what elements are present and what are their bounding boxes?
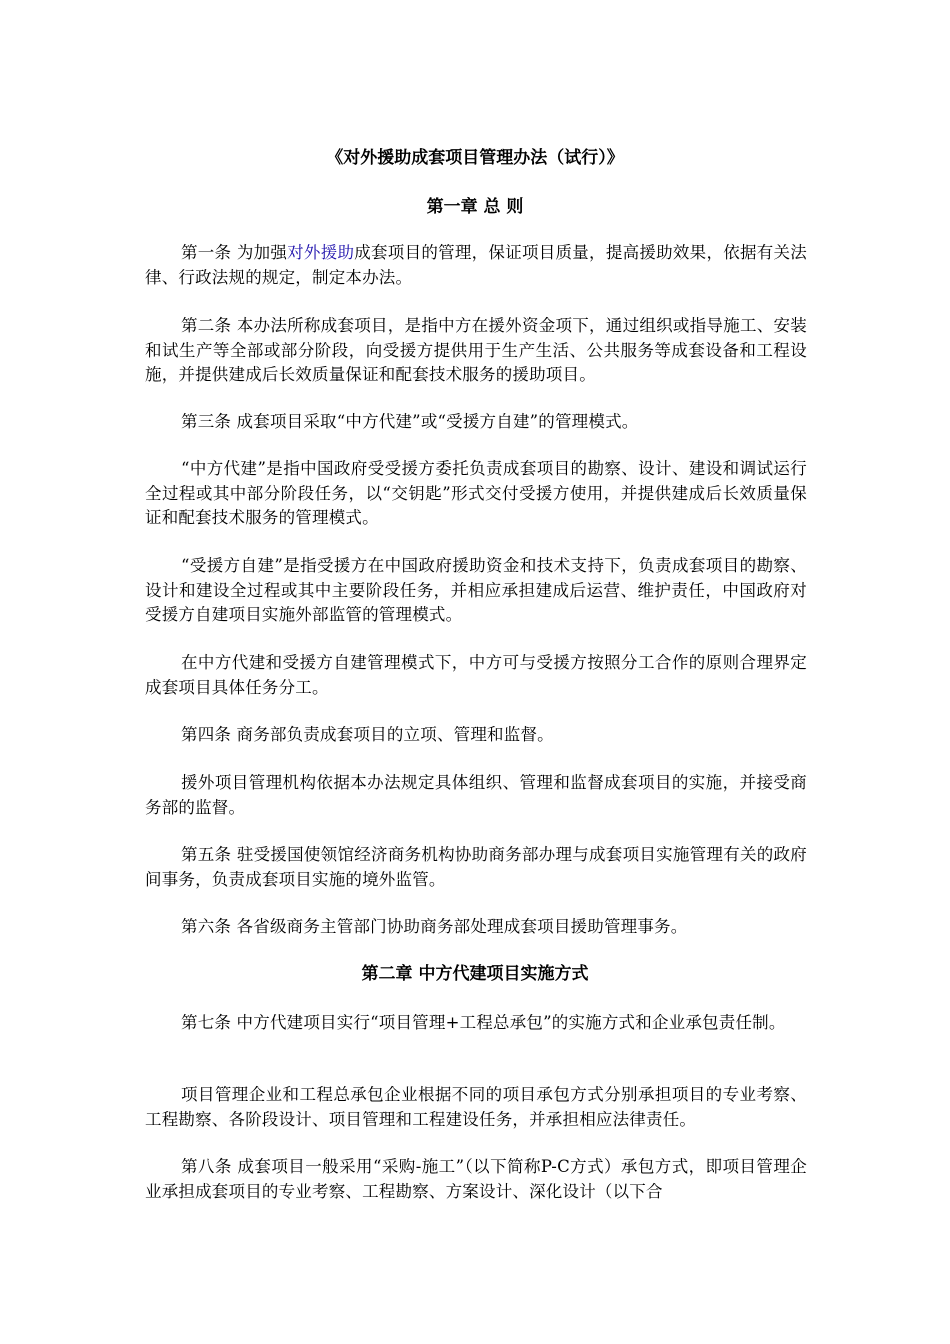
article-6: 第六条 各省级商务主管部门协助商务部处理成套项目援助管理事务。 [181,917,688,936]
foreign-aid-link[interactable]: 对外援助 [287,243,355,262]
article-5: 第五条 驻受援国使领馆经济商务机构协助商务部办理与成套项目实施管理有关的政府间事务，负责成套项目实施的境外监管。 [145,845,807,889]
chapter-heading-1: 第一章 总 则 [426,197,524,217]
article-1 [145,241,807,290]
article-7-para-2: 项目管理企业和工程总承包企业根据不同的项目承包方式分别承担项目的专业考察、工程勘察、各阶段设计、项目管理和工程建设任务，并承担相应法律责任。 [145,1085,807,1129]
article-3-para-4: 在中方代建和受援方自建管理模式下，中方可与受援方按照分工合作的原则合理界定成套项目具体任务分工。 [145,653,807,697]
article-2: 第二条 本办法所称成套项目，是指中方在援外资金项下，通过组织或指导施工、安装和试生产等全部或部分阶段，向受援方提供用于生产生活、公共服务等成套设备和工程设施，并提供建成后长效质量保证和配套技术服务的援助项目。 [145,316,807,384]
article-8: 第八条 成套项目一般采用“采购-施工”（以下简称P-C方式）承包方式，即项目管理企业承担成套项目的专业考察、工程勘察、方案设计、深化设计（以下合 [145,1157,807,1201]
article-1-lead: 第一条 为加强 [181,243,288,262]
article-3: 第三条 成套项目采取“中方代建”或“受援方自建”的管理模式。 [181,412,639,431]
article-3-para-3: “受援方自建”是指受援方在中国政府援助资金和技术支持下，负责成套项目的勘察、设计和建设全过程或其中主要阶段任务，并相应承担建成后运营、维护责任，中国政府对受援方自建项目实施外部监管的管理模式。 [145,556,807,624]
document-title: 《对外援助成套项目管理办法（试行）》 [326,148,624,168]
article-1-rest: 成套项目的管理，保证项目质量，提高援助效果，依据有关法律、行政法规的规定，制定本办法。 [145,243,807,287]
article-4: 第四条 商务部负责成套项目的立项、管理和监督。 [181,725,554,744]
chapter-heading-2: 第二章 中方代建项目实施方式 [361,964,589,984]
article-3-para-2: “中方代建”是指中国政府受受援方委托负责成套项目的勘察、设计、建设和调试运行全过程或其中部分阶段任务，以“交钥匙”形式交付受援方使用，并提供建成后长效质量保证和配套技术服务的管理模式。 [145,459,807,527]
article-4-para-2: 援外项目管理机构依据本办法规定具体组织、管理和监督成套项目的实施，并接受商务部的监督。 [145,773,807,817]
article-7: 第七条 中方代建项目实行“项目管理+工程总承包”的实施方式和企业承包责任制。 [181,1013,786,1032]
